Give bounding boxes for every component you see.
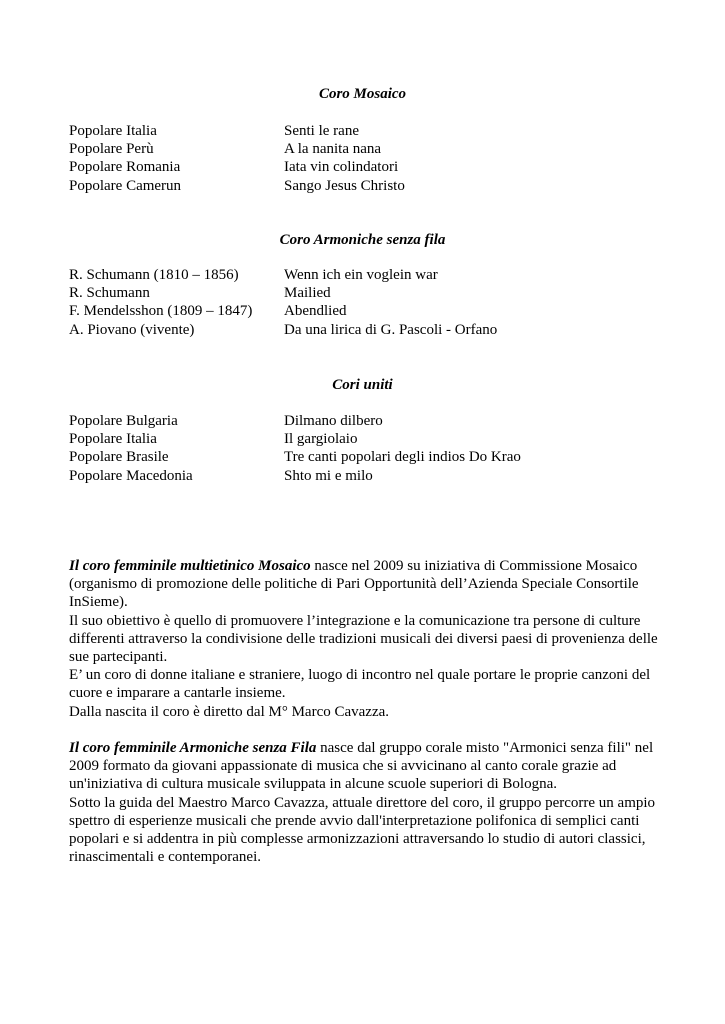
- program-list-cori-uniti: [69, 412, 521, 485]
- composer: Popolare Camerun: [69, 177, 182, 194]
- program-row: [69, 302, 497, 320]
- program-row: [69, 284, 497, 302]
- composer: Popolare Italia: [69, 431, 157, 448]
- armoniche-intro-paragraph: [69, 739, 659, 794]
- composer: A. Piovano (vivente): [69, 321, 195, 338]
- program-row: [69, 448, 521, 466]
- mosaico-goal-paragraph: Il suo obiettivo è quello di promuovere l’integrazione e la comunicazione tra persone di culture differenti attraverso la condivisione delle tradizioni musicali dei diversi paesi di provenienza delle sue partecipanti.: [69, 612, 658, 666]
- section-title-cori-uniti: Cori uniti: [332, 377, 393, 393]
- section-title-coro-armoniche: Coro Armoniche senza fila: [279, 232, 446, 248]
- composer: Popolare Italia: [69, 123, 157, 139]
- composer: Popolare Macedonia: [69, 467, 193, 484]
- piece-title: Sango Jesus Christo: [284, 177, 405, 194]
- composer: R. Schumann (1810 – 1856): [69, 267, 239, 283]
- mosaico-intro-text: nasce nel 2009 su iniziativa di Commissione Mosaico (organismo di promozione delle politiche di Pari Opportunità dell’Azienda Speciale Consortile InSieme).: [69, 558, 639, 611]
- program-row: [69, 412, 521, 430]
- composer: F. Mendelsshon (1809 – 1847): [69, 303, 253, 320]
- mosaico-members-paragraph: E’ un coro di donne italiane e straniere, luogo di incontro nel quale portare le proprie canzoni del cuore e imparare a cantarle insieme.: [69, 667, 651, 702]
- piece-title: Il gargiolaio: [284, 431, 358, 448]
- section-title-coro-mosaico: Coro Mosaico: [318, 86, 407, 102]
- mosaico-director-paragraph: Dalla nascita il coro è diretto dal M° Marco Cavazza.: [69, 703, 390, 720]
- paragraph-gap: [69, 721, 659, 739]
- composer: R. Schumann: [69, 285, 150, 302]
- mosaico-choir-name: Il coro femminile multietinico Mosaico: [69, 558, 311, 574]
- piece-title: Da una lirica di G. Pascoli - Orfano: [284, 321, 498, 338]
- program-row: [69, 158, 405, 176]
- piece-title: Tre canti popolari degli indios Do Krao: [284, 449, 521, 466]
- program-row: [69, 430, 521, 448]
- composer: Popolare Perù: [69, 141, 154, 158]
- piece-title: Dilmano dilbero: [284, 413, 383, 429]
- piece-title: Iata vin colindatori: [284, 159, 399, 176]
- piece-title: Abendlied: [284, 303, 347, 320]
- program-list-coro-armoniche: [69, 266, 497, 339]
- composer: Popolare Bulgaria: [69, 413, 178, 429]
- mosaico-intro-paragraph: [69, 557, 659, 612]
- piece-title: Mailied: [284, 285, 331, 302]
- armoniche-choir-name: Il coro femminile Armoniche senza Fila: [69, 740, 317, 757]
- composer: Popolare Romania: [69, 159, 181, 176]
- armoniche-history-paragraph: Sotto la guida del Maestro Marco Cavazza, attuale direttore del coro, il gruppo percorre un ampio spettro di esperienze musicali che prende avvio dall'interpretazione polifonica di semplici canti popolari e si addentra in più complesse armonizzazioni attraversando lo studio di autori classici, rinascimentali e contemporanei.: [69, 794, 656, 866]
- piece-title: Shto mi e milo: [284, 467, 373, 484]
- program-row: [69, 467, 521, 485]
- program-list-coro-mosaico: [69, 122, 405, 195]
- program-row: [69, 321, 497, 339]
- program-row: [69, 122, 405, 140]
- choir-descriptions: [69, 557, 659, 866]
- program-row: [69, 266, 497, 284]
- armoniche-intro-text: nasce dal gruppo corale misto "Armonici senza fili" nel 2009 formato da giovani appassionate di musica che si avvicinano al canto corale grazie ad un'iniziativa di cultura musicale sviluppata in alcune scuole superiori di Bologna.: [69, 740, 654, 793]
- composer: Popolare Brasile: [69, 449, 169, 466]
- program-row: [69, 140, 405, 158]
- piece-title: A la nanita nana: [284, 141, 382, 158]
- piece-title: Senti le rane: [284, 123, 359, 139]
- program-row: [69, 177, 405, 195]
- piece-title: Wenn ich ein voglein war: [284, 267, 438, 283]
